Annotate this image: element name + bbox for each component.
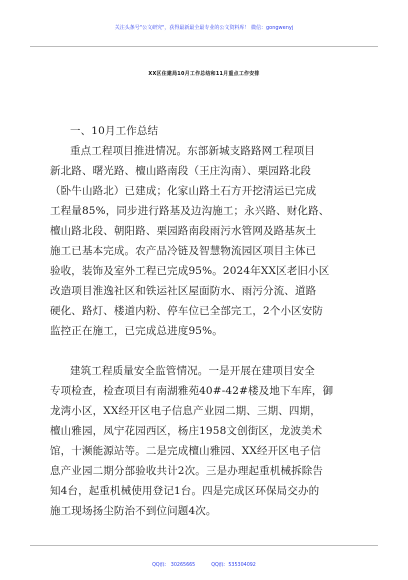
paragraph-line: 施工已基本完成。农产品冷链及智慧物流园区项目主体已: [50, 245, 317, 257]
footer: [0, 561, 408, 568]
paragraph-line: 监控正在施工，已完成总进度95%。: [50, 325, 223, 337]
document-title: XX区住建局10月工作总结和11月重点工作安排: [148, 71, 260, 77]
paragraph-line: 檀山雅园，凤宁花园西区，杨庄1958文创街区，龙波美术: [50, 425, 323, 437]
paragraph-line: 新北路、曙光路、檀山路南段（王庄沟南）、栗园路北段: [50, 165, 311, 177]
header-banner: 关注头条号"公文研究"，获得最新最全最专业的公文资料库！ 微信：gongwenyj: [114, 25, 294, 31]
footer-qq-group-1: QQ群： 30265665: [152, 563, 196, 568]
footer-divider: [30, 545, 378, 546]
footer-qq-group-2: QQ群：535304092: [211, 563, 256, 568]
header-divider: [30, 46, 378, 47]
paragraph-line: 知4台，起重机械使用登记1台。四是完成区环保局交办的: [50, 485, 320, 497]
paragraph-line: （卧牛山路北）已建成；化家山路土石方开挖清运已完成: [50, 185, 317, 197]
paragraph-line: 改造项目淮逸社区和铁运社区屋面防水、雨污分流、道路: [50, 285, 317, 297]
section-heading: 一、10月工作总结: [70, 125, 159, 137]
paragraph-line: 工程量85%，同步进行路基及边沟施工；永兴路、财化路、: [50, 205, 330, 217]
paragraph-line: 硬化、路灯、楼道内粉、停车位已全部完工，2个小区安防: [50, 305, 324, 317]
paragraph-line: 龙湾小区，XX经开区电子信息产业园二期、三期、四期，: [50, 405, 321, 417]
paragraph-line: 专项检查，检查项目有南湖雅苑40#-42#楼及地下车库，御: [50, 385, 334, 397]
paragraph-line: 建筑工程质量安全监管情况。一是开展在建项目安全: [70, 365, 315, 377]
paragraph-line: 息产业园二期分部验收共计2次。三是办理起重机械拆除告: [50, 465, 324, 477]
paragraph-line: 檀山路北段、朝阳路、栗园路南段雨污水管网及路基灰土: [50, 225, 317, 237]
paragraph-line: 馆，十濒能源站等。二是完成檀山雅园、XX经开区电子信: [50, 445, 321, 457]
paragraph-line: 施工现场扬尘防治不到位问题4次。: [50, 505, 217, 517]
paragraph-line: 重点工程项目推进情况。东部新城支路路网工程项目: [70, 145, 315, 157]
paragraph-line: 验收，装饰及室外工程已完成95%。2024年XX区老旧小区: [50, 265, 330, 277]
